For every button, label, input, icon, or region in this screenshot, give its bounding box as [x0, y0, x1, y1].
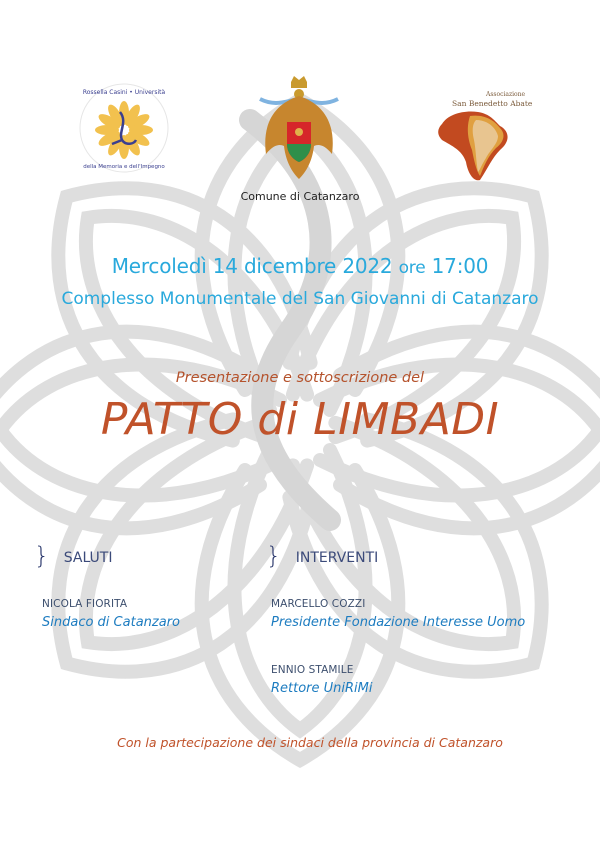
speaker-name: MARCELLO COZZI	[271, 598, 366, 610]
svg-text:della Memoria e dell'Impegno: della Memoria e dell'Impegno	[83, 164, 165, 170]
university-seal-logo	[78, 82, 170, 174]
speaker-name: ENNIO STAMILE	[271, 664, 354, 676]
sunflower-seal-icon	[78, 82, 170, 174]
speaker-entry	[42, 598, 180, 630]
comune-caption: Comune di Catanzaro	[240, 190, 360, 203]
eagle-crest-icon	[254, 74, 344, 189]
event-venue: Complesso Monumentale del San Giovanni di Catanzaro	[61, 289, 539, 309]
headline-kicker: Presentazione e sottoscrizione del	[175, 370, 425, 386]
speaker-role: Rettore UniRiMi	[271, 681, 373, 696]
africa-map-icon	[428, 84, 548, 184]
event-date-time	[0, 254, 600, 278]
svg-text:Associazione: Associazione	[486, 91, 526, 98]
event-date: Mercoledì 14 dicembre 2022	[111, 254, 393, 278]
event-time: 17:00	[431, 254, 489, 278]
event-title: PATTO di LIMBADI	[100, 394, 500, 445]
time-prefix: ore	[398, 258, 426, 278]
brace-icon: }	[266, 542, 282, 570]
speaker-entry	[271, 598, 525, 630]
svg-text:San Benedetto Abate: San Benedetto Abate	[452, 99, 533, 108]
section-saluti-label: SALUTI	[63, 550, 113, 566]
section-saluti-header	[34, 540, 113, 568]
san-benedetto-abate-logo	[428, 84, 548, 184]
section-interventi-label: INTERVENTI	[295, 550, 379, 566]
speaker-entry	[271, 664, 373, 696]
svg-text:Rossella Casini • Università: Rossella Casini • Università	[82, 89, 166, 96]
brace-icon: }	[34, 542, 50, 570]
speaker-name: NICOLA FIORITA	[42, 598, 128, 610]
speaker-role: Sindaco di Catanzaro	[42, 615, 180, 630]
participation-note: Con la partecipazione dei sindaci della provincia di Catanzaro	[117, 735, 503, 750]
section-interventi-header	[266, 540, 378, 568]
speaker-role: Presidente Fondazione Interesse Uomo	[271, 615, 526, 630]
catanzaro-coat-of-arms-logo	[254, 74, 344, 189]
